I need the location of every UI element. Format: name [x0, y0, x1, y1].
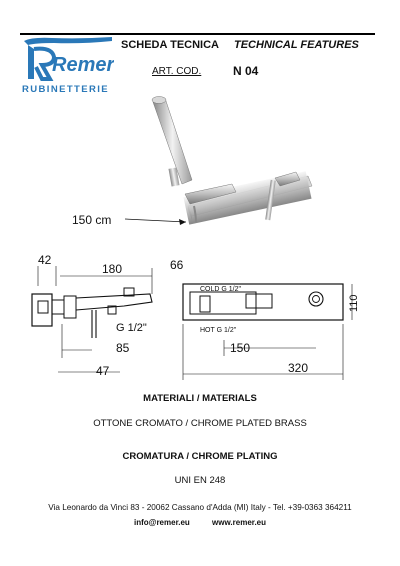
footer-email[interactable]: info@remer.eu	[133, 518, 190, 527]
footer-website[interactable]: www.remer.eu	[212, 518, 266, 527]
cold-inlet-label: COLD G 1/2"	[200, 286, 241, 293]
hot-inlet-label: HOT G 1/2"	[200, 327, 237, 334]
title-english: TECHNICAL FEATURES	[234, 39, 359, 51]
art-code-label: ART. COD.	[152, 66, 202, 77]
dim-150: 150	[230, 341, 251, 355]
technical-drawing	[0, 88, 400, 388]
footer-contacts	[0, 518, 400, 527]
dim-85: 85	[116, 341, 130, 355]
dim-66: 66	[170, 258, 184, 272]
plating-title: CROMATURA / CHROME PLATING	[122, 451, 278, 462]
hose-arrowhead	[179, 219, 186, 225]
dim-110: 110	[348, 294, 360, 312]
title-italian: SCHEDA TECNICA	[121, 39, 219, 51]
logo-subtitle: RUBINETTERIE	[22, 84, 109, 95]
dim-320: 320	[288, 361, 309, 375]
dim-42: 42	[38, 253, 52, 267]
materials-text: OTTONE CROMATO / CHROME PLATED BRASS	[93, 418, 307, 429]
product-render	[152, 97, 312, 225]
thread-size: G 1/2"	[116, 322, 147, 334]
hose-length-label: 150 cm	[72, 213, 112, 227]
art-code-value: N 04	[233, 64, 259, 78]
logo-text: Remer	[52, 54, 114, 76]
dim-47: 47	[96, 364, 110, 378]
materials-title: MATERIALI / MATERIALS	[143, 393, 257, 404]
dim-180: 180	[102, 262, 123, 276]
footer-address: Via Leonardo da Vinci 83 - 20062 Cassano d'Adda (MI) Italy - Tel. +39-0363 364211	[48, 503, 352, 512]
plating-text: UNI EN 248	[174, 475, 226, 486]
side-view	[32, 253, 152, 378]
front-view	[170, 258, 360, 380]
hose-arrow	[125, 219, 186, 222]
